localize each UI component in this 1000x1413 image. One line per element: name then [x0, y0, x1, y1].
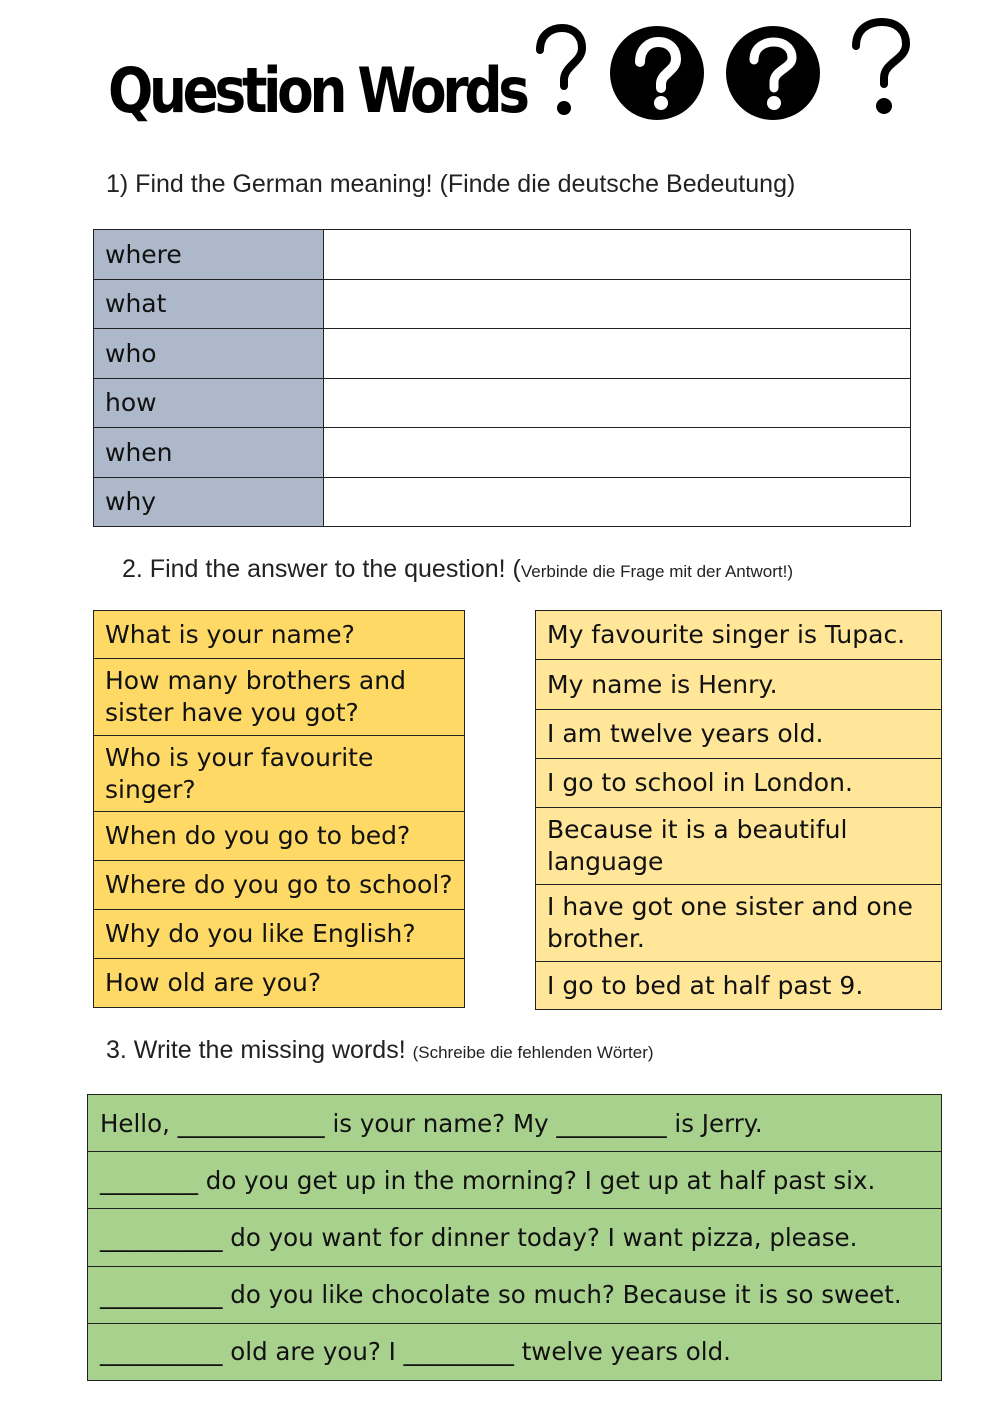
fill-in-sentence[interactable]: __________ old are you? I _________ twelve years old. [88, 1323, 942, 1380]
question-word: who [94, 329, 324, 379]
title-row [108, 14, 928, 134]
question-circle-icon [608, 24, 706, 122]
answer-cell[interactable]: My name is Henry. [536, 660, 942, 710]
answer-cell[interactable]: I go to bed at half past 9. [536, 962, 942, 1010]
table-row [94, 477, 911, 527]
section1-heading: 1) Find the German meaning! (Finde die deutsche Bedeutung) [106, 170, 796, 198]
answer-cell[interactable]: I am twelve years old. [536, 710, 942, 759]
answer-cell[interactable]: Because it is a beautiful language [536, 808, 942, 885]
question-circle-icon [724, 24, 822, 122]
answer-blank[interactable] [324, 428, 911, 478]
answer-cell[interactable]: My favourite singer is Tupac. [536, 611, 942, 660]
answer-cell[interactable]: I have got one sister and one brother. [536, 885, 942, 962]
section2-heading [122, 555, 793, 584]
table-row [88, 1209, 942, 1266]
question-cell[interactable]: What is your name? [94, 611, 465, 659]
page-title: Question Words [108, 54, 526, 127]
table-row [88, 1323, 942, 1380]
fill-in-sentence[interactable]: __________ do you want for dinner today? I want pizza, please. [88, 1209, 942, 1266]
table-row [94, 428, 911, 478]
question-word: when [94, 428, 324, 478]
question-word: how [94, 378, 324, 428]
question-word: why [94, 477, 324, 527]
section2-heading-main: 2. Find the answer to the question! ( [122, 555, 521, 583]
questions-table [93, 610, 465, 1008]
answers-table [535, 610, 942, 1010]
table-row [88, 1152, 942, 1209]
table-row [94, 230, 911, 280]
question-word: where [94, 230, 324, 280]
fill-in-sentence[interactable]: __________ do you like chocolate so much? Because it is so sweet. [88, 1266, 942, 1323]
answer-blank[interactable] [324, 378, 911, 428]
answer-blank[interactable] [324, 477, 911, 527]
table-row [88, 1266, 942, 1323]
fill-in-sentence[interactable]: Hello, ____________ is your name? My _________ is Jerry. [88, 1095, 942, 1152]
answer-blank[interactable] [324, 329, 911, 379]
table-row [94, 378, 911, 428]
answer-blank[interactable] [324, 230, 911, 280]
question-mark-icon [846, 18, 914, 118]
german-meaning-table [93, 229, 911, 527]
question-mark-icon [532, 24, 588, 120]
question-cell[interactable]: Where do you go to school? [94, 861, 465, 910]
question-cell[interactable]: How many brothers and sister have you got? [94, 659, 465, 736]
answer-cell[interactable]: I go to school in London. [536, 759, 942, 808]
question-cell[interactable]: Who is your favourite singer? [94, 736, 465, 812]
question-word: what [94, 279, 324, 329]
section3-heading-note: (Schreibe die fehlenden Wörter) [412, 1043, 654, 1062]
table-row [94, 329, 911, 379]
missing-words-table [87, 1094, 942, 1381]
table-row [88, 1095, 942, 1152]
question-cell[interactable]: Why do you like English? [94, 910, 465, 959]
answer-blank[interactable] [324, 279, 911, 329]
question-cell[interactable]: When do you go to bed? [94, 812, 465, 861]
section2-heading-note: Verbinde die Frage mit der Antwort!) [520, 562, 793, 581]
section3-heading-main: 3. Write the missing words! [106, 1036, 406, 1064]
question-cell[interactable]: How old are you? [94, 959, 465, 1008]
fill-in-sentence[interactable]: ________ do you get up in the morning? I get up at half past six. [88, 1152, 942, 1209]
table-row [94, 279, 911, 329]
section3-heading [106, 1036, 654, 1065]
